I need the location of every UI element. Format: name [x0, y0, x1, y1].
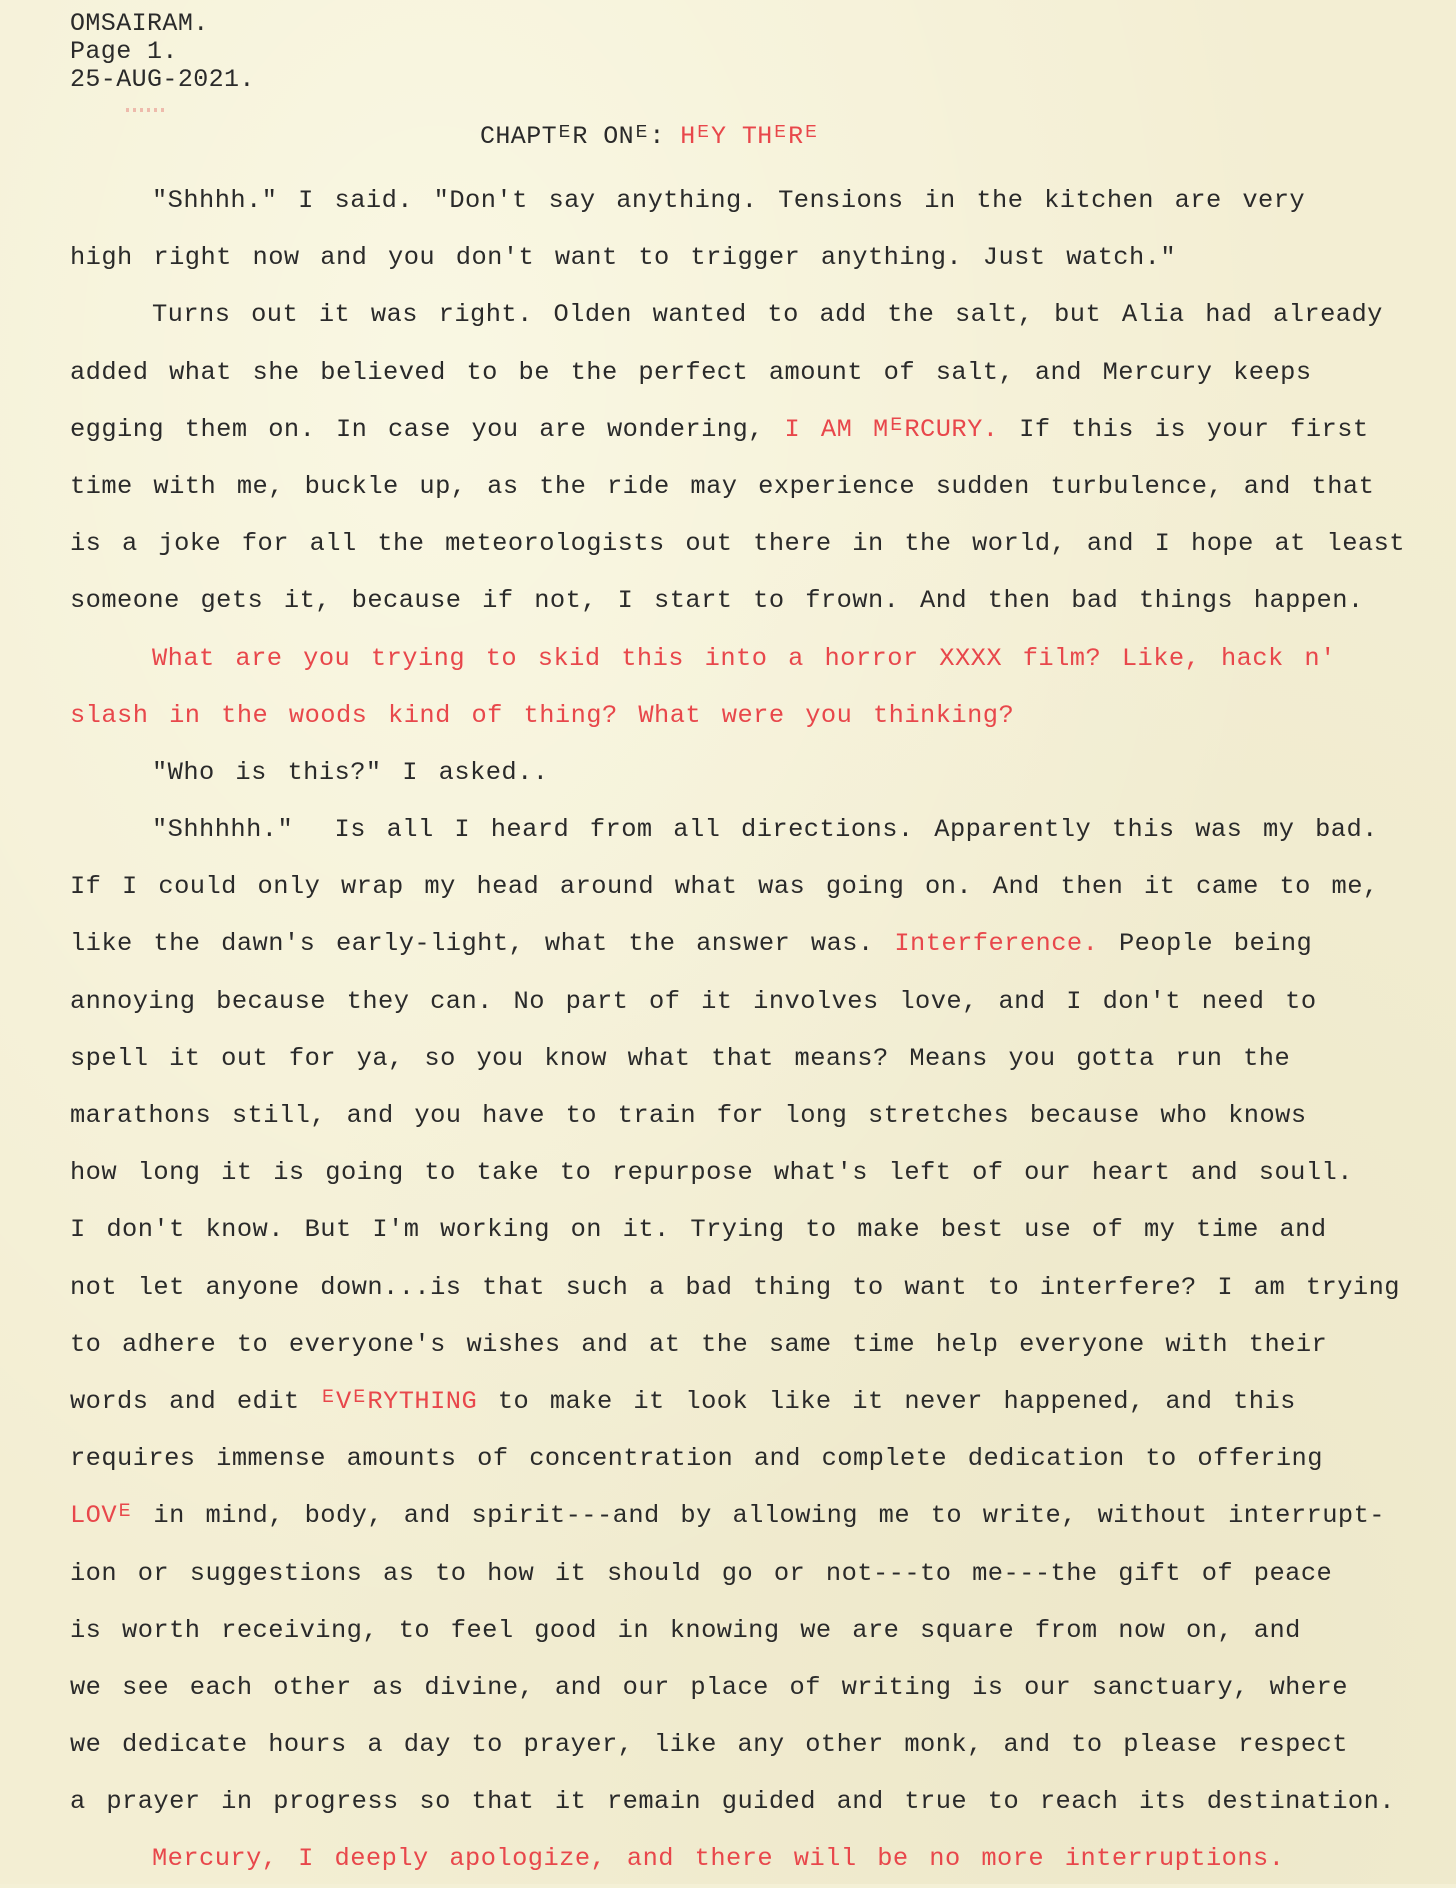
black-ink-text: People being: [1098, 929, 1313, 959]
text-line: [70, 229, 1442, 286]
black-ink-text: high right now and you don't want to trigger anything. Just watch.": [70, 243, 1177, 273]
chapter-prefix: CHAPTᴱR ONᴱ:: [480, 122, 665, 151]
black-ink-text: like the dawn's early-light, what the answer was.: [70, 929, 895, 959]
black-ink-text: in mind, body, and spirit---and by allowing me to write, without interrupt-: [132, 1501, 1385, 1531]
black-ink-text: annoying because they can. No part of it involves love, and I don't need to: [70, 986, 1317, 1016]
black-ink-text: requires immense amounts of concentration and complete dedication to offering: [70, 1444, 1323, 1474]
black-ink-text: a prayer in progress so that it remain guided and true to reach its destination.: [70, 1787, 1395, 1817]
text-line: [70, 344, 1442, 401]
black-ink-text: is worth receiving, to feel good in knowing we are square from now on, and: [70, 1615, 1301, 1645]
red-ink-text: LOVᴱ: [70, 1501, 133, 1531]
black-ink-text: time with me, buckle up, as the ride may experience sudden turbulence, and that: [70, 471, 1375, 501]
text-line: [70, 744, 1442, 801]
black-ink-text: I don't know. But I'm working on it. Trying to make best use of my time and: [70, 1215, 1327, 1245]
black-ink-text: "Shhhh." I said. "Don't say anything. Tensions in the kitchen are very: [152, 186, 1306, 215]
text-line: [70, 1659, 1442, 1716]
text-line: [70, 1602, 1442, 1659]
text-line: [70, 1830, 1442, 1887]
black-ink-text: spell it out for ya, so you know what that means? Means you gotta run the: [70, 1043, 1291, 1073]
text-line: [70, 973, 1442, 1030]
text-line: [70, 801, 1442, 858]
text-line: [70, 1144, 1442, 1201]
black-ink-text: we see each other as divine, and our place of writing is our sanctuary, where: [70, 1672, 1348, 1702]
header-date: 25-AUG-2021.: [70, 65, 255, 94]
text-line: [70, 1259, 1442, 1316]
red-ink-text: ᴱVᴱRYTHING: [320, 1386, 478, 1416]
red-ink-text: Interference.: [894, 929, 1099, 959]
text-line: [70, 1373, 1442, 1430]
black-ink-text: someone gets it, because if not, I start to frown. And then bad things happen.: [70, 586, 1364, 616]
black-ink-text: added what she believed to be the perfect amount of salt, and Mercury keeps: [70, 357, 1312, 387]
black-ink-text: to adhere to everyone's wishes and at the same time help everyone with their: [70, 1329, 1328, 1359]
black-ink-text: is a joke for all the meteorologists out there in the world, and I hope at least: [70, 529, 1405, 559]
text-line: [70, 858, 1442, 915]
black-ink-text: If I could only wrap my head around what was going on. And then it came to me,: [70, 872, 1379, 902]
text-line: [70, 172, 1442, 229]
text-line: [70, 1087, 1442, 1144]
black-ink-text: how long it is going to take to repurpose what's left of our heart and soull.: [70, 1158, 1353, 1188]
text-line: [70, 630, 1442, 687]
text-line: [70, 1201, 1442, 1258]
red-ink-text: slash in the woods kind of thing? What were you thinking?: [70, 700, 1015, 730]
black-ink-text: ion or suggestions as to how it should go or not---to me---the gift of peace: [70, 1558, 1333, 1588]
text-line: [70, 915, 1442, 972]
text-line: [70, 1773, 1442, 1830]
black-ink-text: we dedicate hours a day to prayer, like any other monk, and to please respect: [70, 1730, 1348, 1760]
red-ink-text: Mercury, I deeply apologize, and there will be no more interruptions.: [152, 1844, 1285, 1874]
header-page-number: Page 1.: [70, 37, 178, 66]
chapter-title: [480, 122, 819, 151]
text-line: [70, 286, 1442, 343]
black-ink-text: egging them on. In case you are wondering,: [70, 414, 785, 444]
text-line: [70, 401, 1442, 458]
text-line: [70, 458, 1442, 515]
text-line: [70, 515, 1442, 572]
black-ink-text: not let anyone down...is that such a bad thing to want to interfere? I am trying: [70, 1272, 1400, 1302]
body-text: [70, 172, 1442, 1888]
text-line: [70, 572, 1442, 629]
chapter-title-red: HᴱY THᴱRᴱ: [680, 122, 819, 151]
red-ink-text: I AM MᴱRCURY.: [784, 414, 999, 444]
text-line: [70, 1030, 1442, 1087]
text-line: [70, 1716, 1442, 1773]
red-ink-text: What are you trying to skid this into a horror XXXX film? Like, hack n': [152, 643, 1336, 673]
black-ink-text: to make it look like it never happened, and this: [477, 1386, 1296, 1416]
black-ink-text: "Shhhhh." Is all I heard from all directions. Apparently this was my bad.: [152, 815, 1378, 845]
text-line: [70, 1316, 1442, 1373]
page-header: [70, 10, 255, 94]
text-line: [70, 1545, 1442, 1602]
black-ink-text: words and edit: [70, 1386, 321, 1416]
red-ink-speck: [126, 108, 166, 112]
black-ink-text: marathons still, and you have to train for long stretches because who knows: [70, 1101, 1307, 1130]
text-line: [70, 1430, 1442, 1487]
black-ink-text: Turns out it was right. Olden wanted to add the salt, but Alia had already: [152, 300, 1383, 330]
header-om-sairam: OMSAIRAM.: [70, 9, 209, 38]
black-ink-text: If this is your first: [998, 414, 1369, 444]
black-ink-text: "Who is this?" I asked..: [152, 757, 549, 787]
text-line: [70, 687, 1442, 744]
text-line: [70, 1487, 1442, 1544]
